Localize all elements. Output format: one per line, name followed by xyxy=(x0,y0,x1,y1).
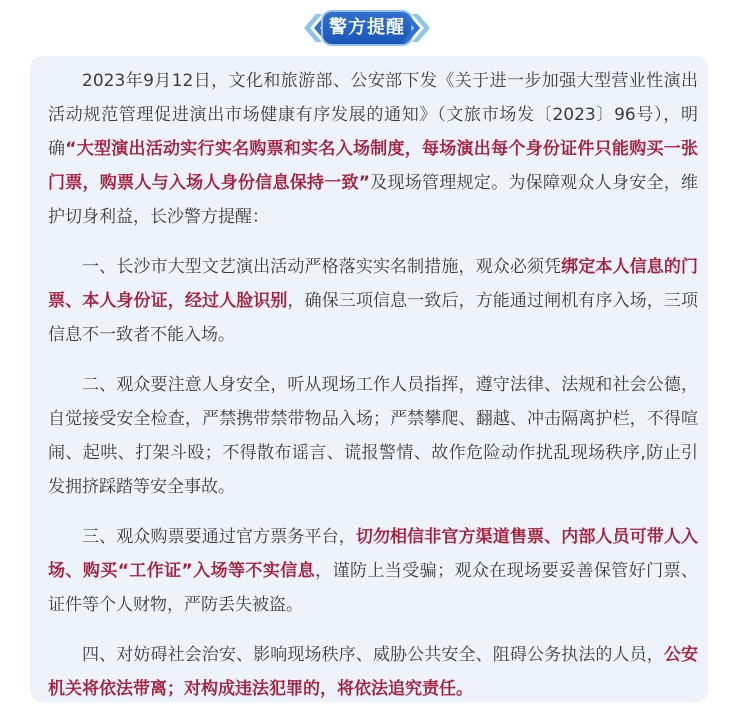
paragraph-text: ，谨防上当受骗；观众在现场要妥善保管好门票、证件等个人财物，严防丢失被盗。 xyxy=(48,561,698,615)
notice-content xyxy=(48,64,698,719)
section-header xyxy=(0,10,732,46)
paragraph-text: 三、观众购票要通过官方票务平台， xyxy=(82,527,356,547)
paragraph-text: ，确保三项信息一致后，方能通过闸机有序入场，三项信息不一致者不能入场。 xyxy=(48,291,699,345)
paragraph-text: 及现场管理规定。为保障观众人身安全，维护切身利益，长沙警方提醒： xyxy=(48,173,698,227)
paragraph-text: 二、观众要注意人身安全，听从现场工作人员指挥，遵守法律、法规和社会公德，自觉接受安全检查，严禁携带禁带物品入场；严禁攀爬、翻越、冲击隔离护栏，不得喧闹、起哄、打架斗殴；不得散布谣言、谎报警情、故作危险动作扰乱现场秩序,防止引发拥挤踩踏等安全事故。 xyxy=(48,375,698,497)
highlighted-text: 绑定本人信息的门票、本人身份证，经过人脸识别 xyxy=(48,257,699,311)
rule-paragraph-1 xyxy=(48,250,698,352)
highlighted-text: 公安机关将依法带离；对构成违法犯罪的，将依法追究责任。 xyxy=(48,645,699,699)
paragraph-text: 四、对妨碍社会治安、影响现场秩序、威胁公共安全、阻碍公务执法的人员， xyxy=(82,645,664,665)
rule-paragraph-2 xyxy=(48,368,698,504)
rule-paragraph-3 xyxy=(48,520,698,622)
highlighted-text: “大型演出活动实行实名购票和实名入场制度，每场演出每个身份证件只能购买一张门票，购票人与入场人身份信息保持一致” xyxy=(48,139,698,193)
highlighted-text: 切勿相信非官方渠道售票、内部人员可带人入场、购买“工作证”入场等不实信息 xyxy=(48,527,698,581)
rule-paragraph-4 xyxy=(48,638,698,706)
header-title-badge: 警方提醒 xyxy=(323,12,411,44)
paragraph-text: 2023年9月12日，文化和旅游部、公安部下发《关于进一步加强大型营业性演出活动规范管理促进演出市场健康有序发展的通知》（文旅市场发〔2023〕96号），明确 xyxy=(48,71,698,159)
paragraph-text: 一、长沙市大型文艺演出活动严格落实实名制措施，观众必须凭 xyxy=(82,257,562,277)
intro-paragraph xyxy=(48,64,698,234)
double-chevron-right-icon xyxy=(402,10,438,46)
